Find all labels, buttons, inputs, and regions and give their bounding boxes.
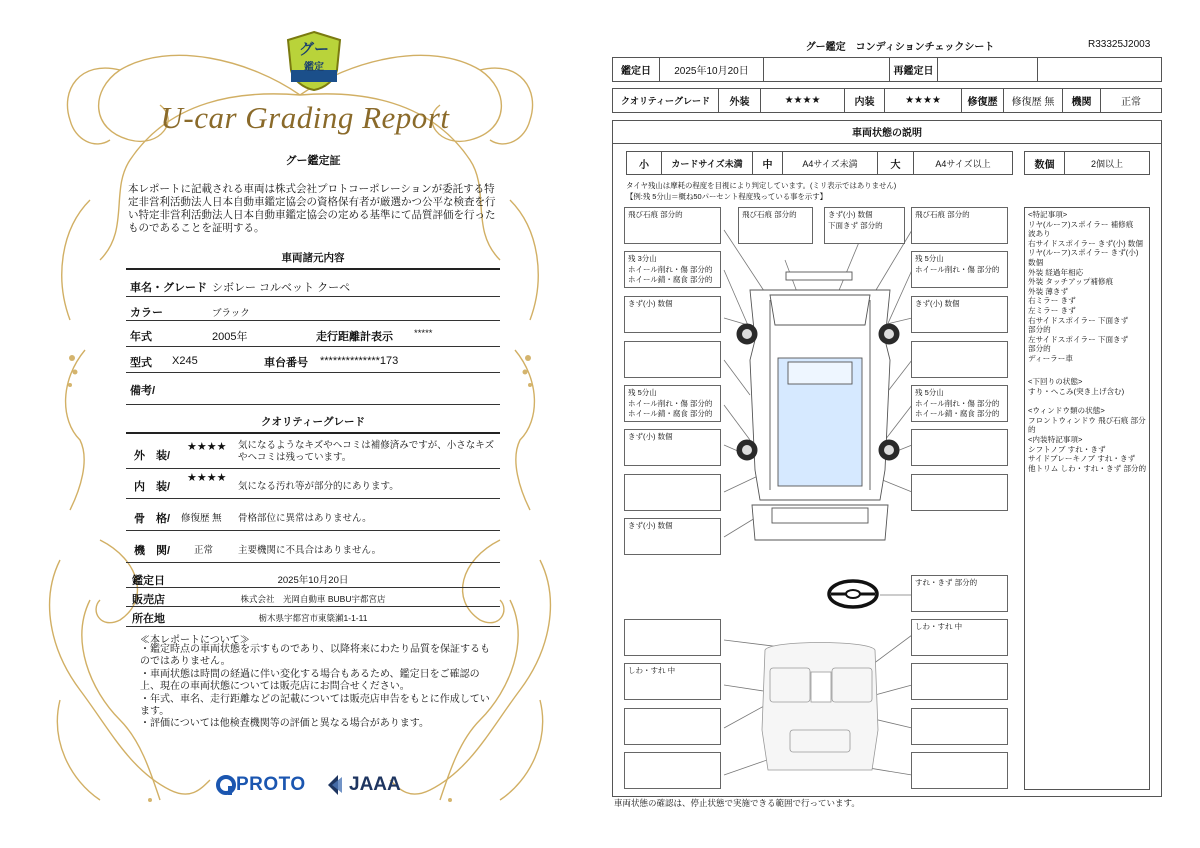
car-name-label: 車名・グレード [130, 282, 207, 294]
condition-check-sheet [600, 0, 1200, 848]
note-box: 飛び石痕 部分的 [911, 207, 1008, 244]
engine-value: 正常 [194, 545, 214, 556]
sheet-title: グー鑑定 コンディションチェックシート [805, 42, 995, 53]
badge-line1: グー [298, 41, 329, 58]
notice-item: ・車両状態は時間の経過に伴い変化する場合もあるため、鑑定日をご確認の上、現在の車両状態については販売店にお問合せください。 [140, 668, 480, 693]
dealer-value: 株式会社 光岡自動車 BUBU宇都宮店 [240, 594, 386, 604]
size-medium-key: 中 [753, 152, 783, 174]
interior-stars: ★★★★ [885, 89, 962, 112]
proto-logo [216, 772, 306, 798]
frame-label: 骨 格/ [134, 513, 171, 525]
tire-note-1: タイヤ残山は摩耗の程度を目視により判定しています。(ミリ表示ではありません) [626, 181, 897, 190]
footer-note: 車両状態の確認は、停止状態で実施できる範囲で行っています。 [614, 798, 860, 808]
proto-text: PROTO [236, 774, 306, 795]
address-label: 所在地 [132, 613, 165, 625]
divider [126, 404, 500, 405]
exterior-stars: ★★★★ [187, 441, 227, 453]
divider [126, 268, 500, 270]
badge-line2: 鑑定 [304, 62, 324, 73]
note-box: きず(小) 数個 [624, 429, 721, 466]
size-large-value: A4サイズ以上 [935, 158, 991, 169]
tire-note-2: 【例:残 5分山＝概ね50パーセント程度残っている事を示す】 [626, 192, 828, 201]
interior-text: 気になる汚れ等が部分的にあります。 [238, 481, 399, 492]
notice-list [140, 644, 490, 731]
note-box [624, 708, 721, 745]
year-label: 年式 [130, 331, 152, 343]
divider [126, 626, 500, 627]
mileage-label: 走行距離計表示 [316, 331, 393, 343]
count-label: 数個 [1025, 152, 1065, 174]
notice-item: ・鑑定時点の車両状態を示すものであり、以降将来にわたり品質を保証するものではありません。 [140, 644, 490, 668]
engine-text: 主要機関に不具合はありません。 [238, 545, 382, 556]
size-small-key: 小 [627, 152, 662, 174]
note-box [624, 341, 721, 378]
specs-heading: 車両諸元内容 [281, 252, 345, 264]
exterior-stars: ★★★★ [761, 89, 845, 112]
divider [126, 606, 500, 607]
note-box: 残 3分山 ホイール削れ・傷 部分的 ホイール錆・腐食 部分的 [624, 251, 721, 288]
year-value: 2005年 [212, 331, 248, 343]
steering-wheel-icon [829, 581, 877, 607]
color-label: カラー [130, 307, 163, 319]
interior-label: 内装 [845, 89, 885, 112]
count-value: 2個以上 [1090, 158, 1123, 169]
report-script-title: U-car Grading Report [160, 100, 450, 135]
note-box: しわ・すれ 中 [911, 619, 1008, 656]
note-box: きず(小) 数個 [624, 296, 721, 333]
chassis-label: 車台番号 [264, 357, 308, 369]
note-box: きず(小) 数個 下面きず 部分的 [824, 207, 905, 244]
model-label: 型式 [130, 357, 152, 369]
chassis-value: **************173 [320, 355, 399, 367]
goo-kantei-badge [285, 30, 343, 92]
note-box: しわ・すれ 中 [624, 663, 721, 700]
jaaa-text: JAAA [349, 774, 401, 795]
inspection-date-label: 鑑定日 [132, 575, 165, 587]
grade-label: クオリティーグレード [613, 89, 719, 112]
dealer-label: 販売店 [132, 594, 165, 606]
engine-value: 正常 [1121, 97, 1141, 108]
exterior-label: 外装 [719, 89, 761, 112]
notice-title: ≪本レポートについて≫ [140, 635, 250, 646]
sheet-code: R33325J2003 [1088, 39, 1151, 50]
divider [126, 530, 500, 531]
note-box [624, 619, 721, 656]
divider [126, 372, 500, 373]
exterior-label: 外 装/ [134, 450, 171, 462]
divider [126, 587, 500, 588]
special-items: <特記事項> リヤ(ルーフ)スポイラー 補修痕 波あり 右サイドスポイラー きず(小) 数個 リヤ(ルーフ)スポイラー きず(小) 数個 外装 経過年相応 外装 タッチアップ補修痕 外装 薄きず 右ミラー きず 左ミラー きず 右サイドスポイラー 下面きず 部分的 左サイドスポイラー 下面きず 部分的 ディーラー車 [1028, 210, 1143, 363]
certificate-text: 本レポートに記載される車両は株式会社プロトコーポレーションが委託する特定非営利活動法人日本自動車鑑定協会の資格保有者が厳選かつ公平な検査を行い特定非営利活動法人日本自動車鑑定協会の定める基準にて品質評価を行ったものであることを証明する。 [128, 184, 496, 234]
reinspect-label: 再鑑定日 [890, 58, 938, 81]
divider [126, 432, 500, 434]
model-value: X245 [172, 355, 198, 367]
frame-value: 修復歴 無 [181, 513, 222, 524]
note-box [911, 752, 1008, 789]
jaaa-logo [326, 772, 401, 798]
car-name-value: シボレー コルベット クーペ [212, 282, 351, 294]
note-box: すれ・きず 部分的 [911, 575, 1008, 612]
note-box [911, 708, 1008, 745]
underbody-items: <下回りの状態> すり・へこみ(突き上げ含む) [1028, 377, 1125, 396]
note-box: 飛び石痕 部分的 [624, 207, 721, 244]
interior-stars: ★★★★ [187, 472, 227, 484]
note-box: 残 5分山 ホイール削れ・傷 部分的 ホイール錆・腐食 部分的 [911, 385, 1008, 422]
notice-item: ・年式、車名、走行距離などの記載については販売店申告をもとに作成しています。 [140, 693, 490, 718]
note-box: きず(小) 数個 [624, 518, 721, 555]
repair-label: 修復歴 [962, 89, 1004, 112]
repair-value: 修復歴 無 [1004, 89, 1063, 112]
date-label: 鑑定日 [613, 58, 660, 81]
certificate-title: グー鑑定証 [285, 155, 341, 167]
interior-label: 内 装/ [134, 481, 171, 493]
jaaa-mark-icon [326, 773, 346, 797]
note-box: 残 5分山 ホイール削れ・傷 部分的 ホイール錆・腐食 部分的 [624, 385, 721, 422]
size-small-value: カードサイズ未満 [662, 152, 753, 174]
divider [126, 562, 500, 563]
divider [126, 296, 500, 297]
proto-mark-icon [216, 774, 236, 796]
remarks-label: 備考/ [130, 385, 156, 397]
inspection-date-value: 2025年10月20日 [277, 575, 349, 586]
color-value: ブラック [212, 308, 250, 319]
exterior-text: 気になるようなキズやヘコミは補修済みですが、小さなキズやヘコミは残っています。 [238, 440, 495, 463]
note-box: 残 5分山 ホイール削れ・傷 部分的 [911, 251, 1008, 288]
note-box [624, 474, 721, 511]
divider [126, 468, 500, 469]
note-box [911, 474, 1008, 511]
date-value: 2025年10月20日 [660, 58, 764, 81]
quality-heading: クオリティーグレード [261, 416, 365, 428]
mileage-value: ***** [414, 328, 433, 339]
note-box [624, 752, 721, 789]
note-box: 飛び石痕 部分的 [738, 207, 813, 244]
engine-label: 機関 [1063, 89, 1101, 112]
address-value: 栃木県宇都宮市東簗瀬1-1-11 [258, 613, 368, 623]
divider [126, 320, 500, 321]
condition-heading: 車両状態の説明 [612, 120, 1162, 144]
window-items: <ウィンドウ類の状態> フロントウィンドウ 飛び石痕 部分的 [1028, 406, 1146, 435]
frame-text: 骨格部位に異常はありません。 [238, 513, 372, 524]
divider [126, 498, 500, 499]
note-box [911, 341, 1008, 378]
size-large-key: 大 [878, 152, 914, 174]
note-box: きず(小) 数個 [911, 296, 1008, 333]
note-box [911, 429, 1008, 466]
interior-items: <内装特記事項> シフトノブ すれ・きず サイドブレーキノブ すれ・きず 他トリム しわ・すれ・きず 部分的 [1028, 435, 1147, 473]
size-medium-value: A4サイズ未満 [783, 152, 878, 174]
notice-item: ・評価については他検査機関等の評価と異なる場合があります。 [140, 718, 429, 730]
note-box [911, 663, 1008, 700]
divider [126, 346, 500, 347]
engine-label: 機 関/ [134, 545, 171, 557]
